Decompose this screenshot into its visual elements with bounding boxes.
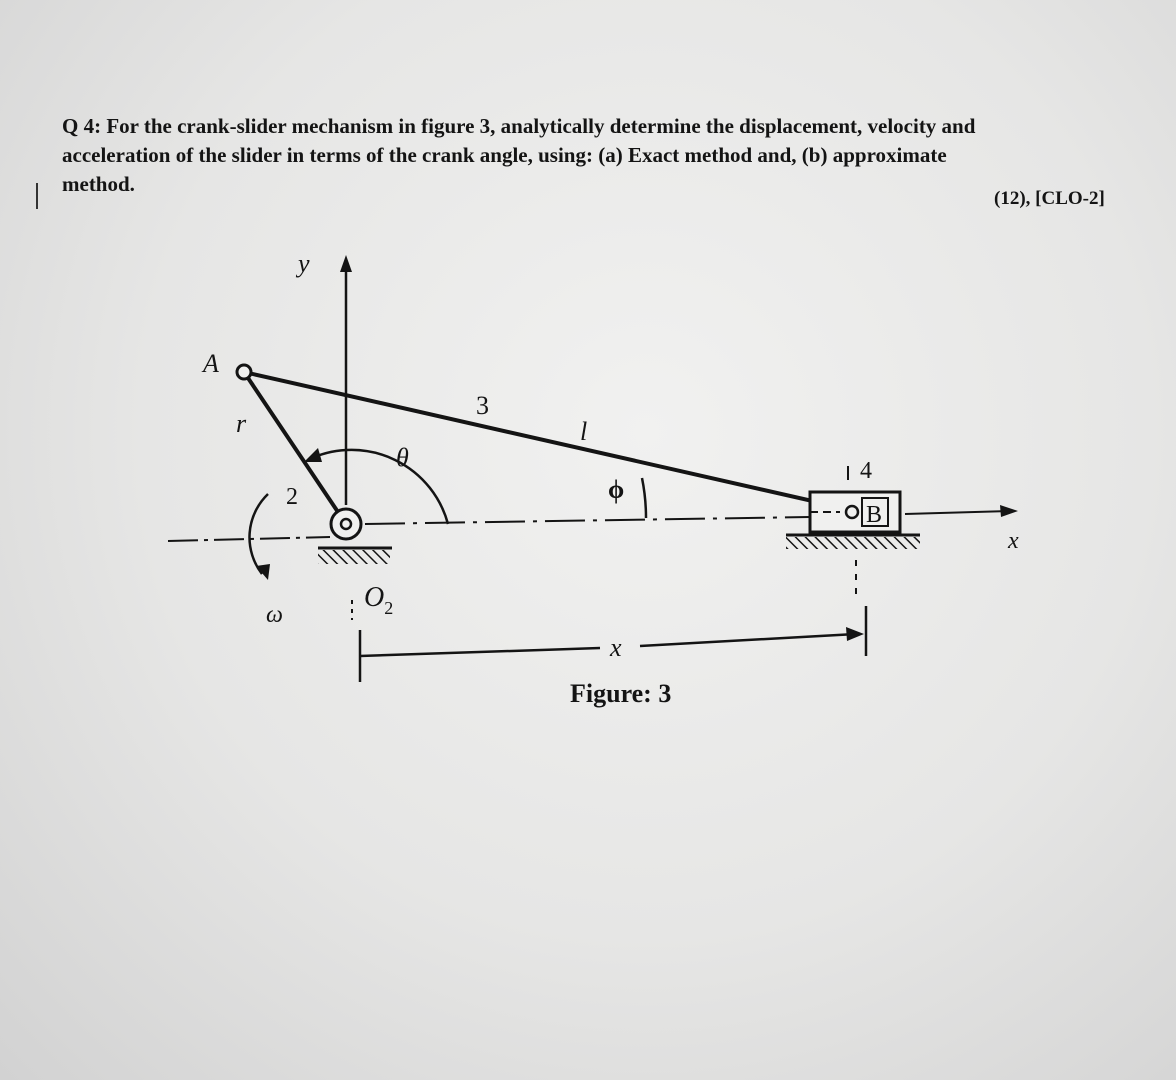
marks-label: (12), [CLO-2] [994, 188, 1105, 209]
theta-arc [312, 450, 448, 524]
pin-b [846, 506, 858, 518]
label-link-2: 2 [286, 484, 298, 510]
omega-arrow [256, 564, 270, 580]
x-axis-label: x [1008, 528, 1019, 554]
label-o2: $O_2$ [364, 582, 394, 618]
ground-hatch-o2 [318, 550, 390, 564]
x-axis-line [905, 511, 1010, 514]
label-a: A [203, 349, 219, 378]
label-theta: θ [396, 443, 409, 472]
question-label: Q 4: [62, 114, 102, 138]
pin-a [237, 365, 251, 379]
ground-hatch-slider [786, 537, 920, 549]
dimension-arrow [846, 627, 864, 641]
x-axis-arrow [1000, 505, 1018, 517]
label-b: B [866, 502, 883, 528]
center-line-right [365, 517, 810, 524]
coupler-link [244, 372, 852, 510]
label-omega: ω [266, 602, 283, 628]
question-line-3: method. [62, 172, 135, 196]
label-r: r [236, 409, 247, 438]
label-link-4: 4 [860, 458, 872, 484]
y-axis-label: y [298, 249, 310, 278]
label-l: l [580, 417, 588, 446]
theta-arrow [304, 448, 322, 462]
label-x-displacement: x [610, 633, 622, 662]
question-line-1-text: For the crank-slider mechanism in figure 3, analytically determine the displacement, velocity and [106, 114, 976, 138]
figure-caption: Figure: 3 [570, 679, 672, 708]
label-phi: ϕ [608, 475, 625, 504]
phi-arc [642, 478, 646, 518]
dimension-line-right [640, 634, 856, 646]
omega-arc [249, 494, 268, 574]
pivot-o2-pin [341, 519, 351, 529]
label-link-3: 3 [476, 391, 489, 420]
dimension-line-left [360, 648, 600, 656]
y-axis-arrow [340, 255, 352, 272]
question-line-2: acceleration of the slider in terms of the crank angle, using: (a) Exact method and, (b) approximate [62, 143, 947, 167]
